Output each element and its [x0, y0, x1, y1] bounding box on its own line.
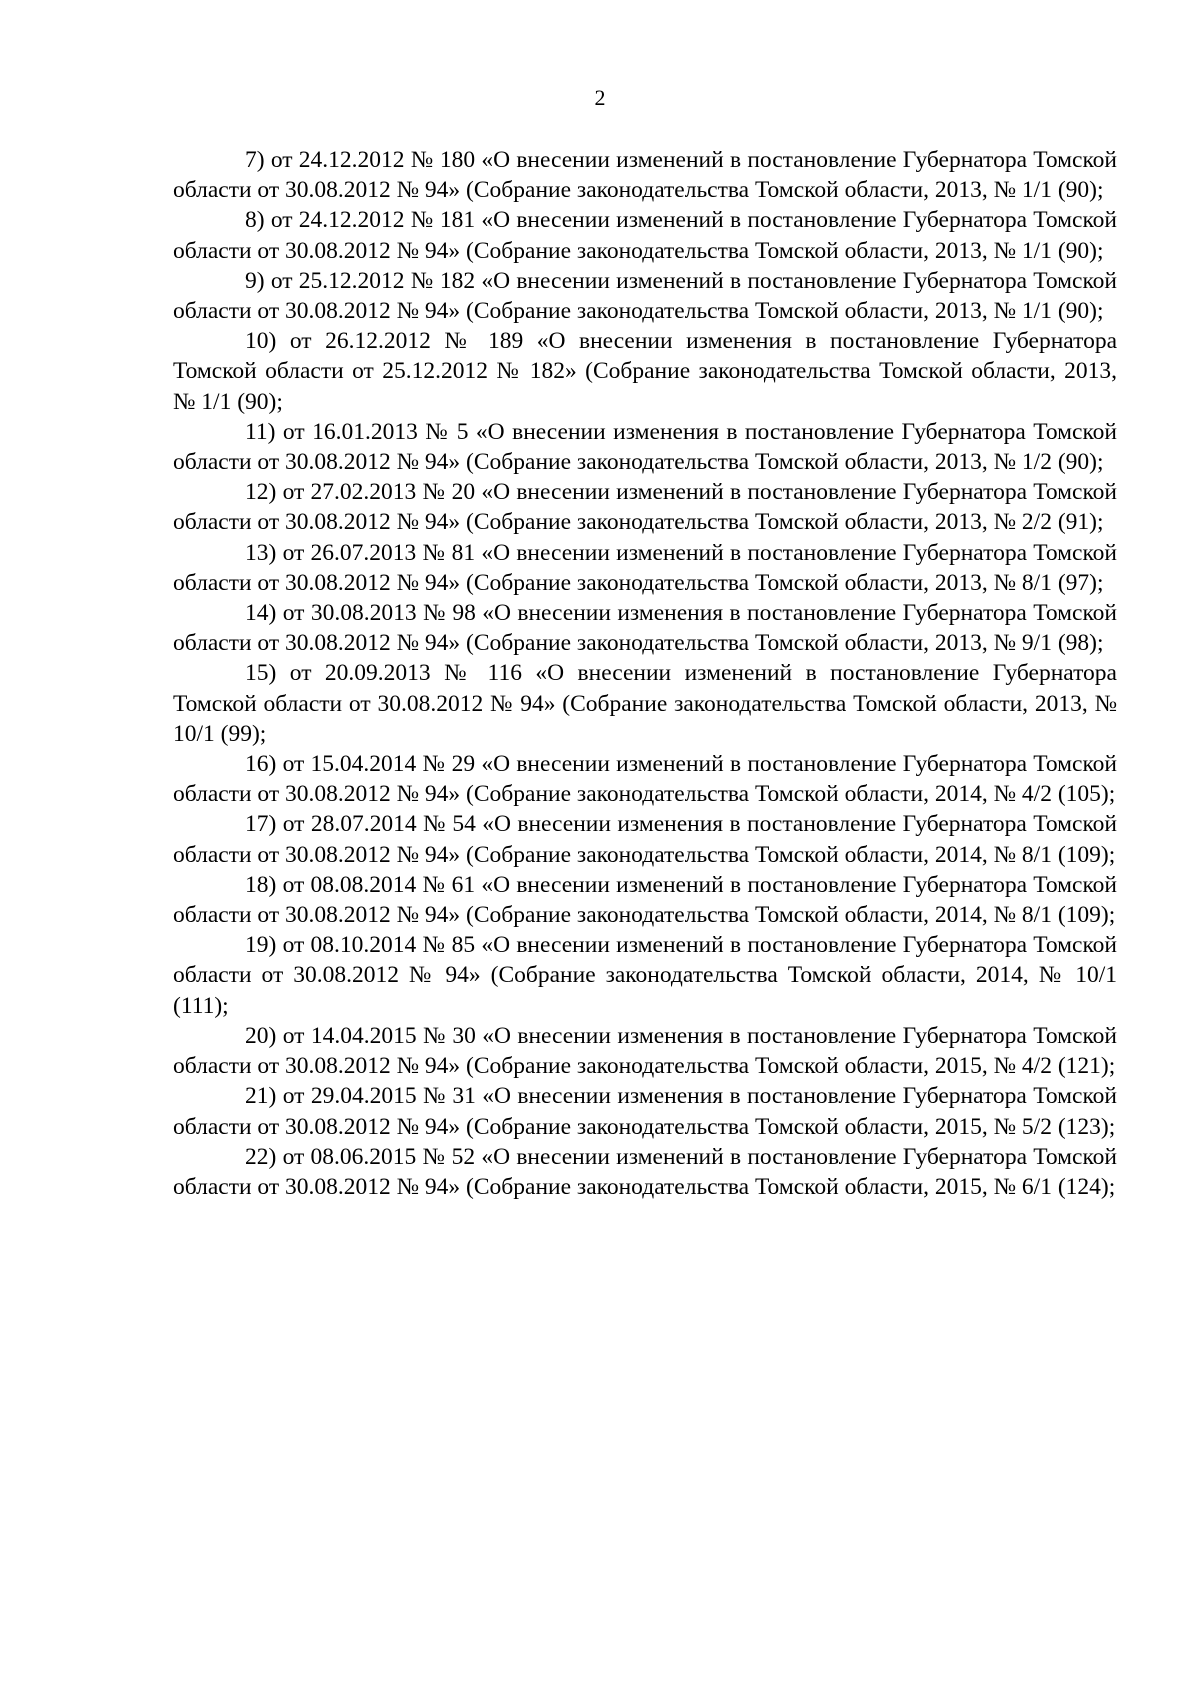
page-number: 2 — [594, 85, 606, 110]
list-item: 22) от 08.06.2015 № 52 «О внесении изменений в постановление Губернатора Томской области от 30.08.2012 № 94» (Собрание законодательства Томской области, 2015, № 6/1 (124); — [173, 1143, 1117, 1200]
document-body — [173, 145, 1117, 1202]
list-item: 17) от 28.07.2014 № 54 «О внесении изменения в постановление Губернатора Томской области от 30.08.2012 № 94» (Собрание законодательства Томской области, 2014, № 8/1 (109); — [173, 811, 1117, 868]
list-item: 19) от 08.10.2014 № 85 «О внесении изменений в постановление Губернатора Томской области от 30.08.2012 № 94» (Собрание законодательства Томской области, 2014, № 10/1 (111); — [173, 932, 1117, 1019]
list-item: 14) от 30.08.2013 № 98 «О внесении изменения в постановление Губернатора Томской области от 30.08.2012 № 94» (Собрание законодательства Томской области, 2013, № 9/1 (98); — [173, 600, 1117, 657]
list-item: 13) от 26.07.2013 № 81 «О внесении изменений в постановление Губернатора Томской области от 30.08.2012 № 94» (Собрание законодательства Томской области, 2013, № 8/1 (97); — [173, 539, 1117, 596]
list-item: 10) от 26.12.2012 № 189 «О внесении изменения в постановление Губернатора Томской области от 25.12.2012 № 182» (Собрание законодательства Томской области, 2013, № 1/1 (90); — [173, 328, 1117, 415]
list-item: 20) от 14.04.2015 № 30 «О внесении изменения в постановление Губернатора Томской области от 30.08.2012 № 94» (Собрание законодательства Томской области, 2015, № 4/2 (121); — [173, 1022, 1117, 1080]
list-item: 12) от 27.02.2013 № 20 «О внесении изменений в постановление Губернатора Томской области от 30.08.2012 № 94» (Собрание законодательства Томской области, 2013, № 2/2 (91); — [173, 479, 1117, 536]
list-item: 18) от 08.08.2014 № 61 «О внесении изменений в постановление Губернатора Томской области от 30.08.2012 № 94» (Собрание законодательства Томской области, 2014, № 8/1 (109); — [173, 871, 1117, 929]
list-item: 8) от 24.12.2012 № 181 «О внесении изменений в постановление Губернатора Томской области от 30.08.2012 № 94» (Собрание законодательства Томской области, 2013, № 1/1 (90); — [173, 207, 1117, 264]
list-item: 15) от 20.09.2013 № 116 «О внесении изменений в постановление Губернатора Томской области от 30.08.2012 № 94» (Собрание законодательства Томской области, 2013, № 10/1 (99); — [173, 660, 1117, 747]
list-item: 7) от 24.12.2012 № 180 «О внесении изменений в постановление Губернатора Томской области от 30.08.2012 № 94» (Собрание законодательства Томской области, 2013, № 1/1 (90); — [173, 147, 1117, 204]
list-item: 21) от 29.04.2015 № 31 «О внесении изменения в постановление Губернатора Томской области от 30.08.2012 № 94» (Собрание законодательства Томской области, 2015, № 5/2 (123); — [173, 1083, 1117, 1140]
list-item: 9) от 25.12.2012 № 182 «О внесении изменений в постановление Губернатора Томской области от 30.08.2012 № 94» (Собрание законодательства Томской области, 2013, № 1/1 (90); — [173, 267, 1117, 325]
list-item: 11) от 16.01.2013 № 5 «О внесении изменения в постановление Губернатора Томской области от 30.08.2012 № 94» (Собрание законодательства Томской области, 2013, № 1/2 (90); — [173, 418, 1117, 476]
list-item: 16) от 15.04.2014 № 29 «О внесении изменений в постановление Губернатора Томской области от 30.08.2012 № 94» (Собрание законодательства Томской области, 2014, № 4/2 (105); — [173, 751, 1117, 808]
